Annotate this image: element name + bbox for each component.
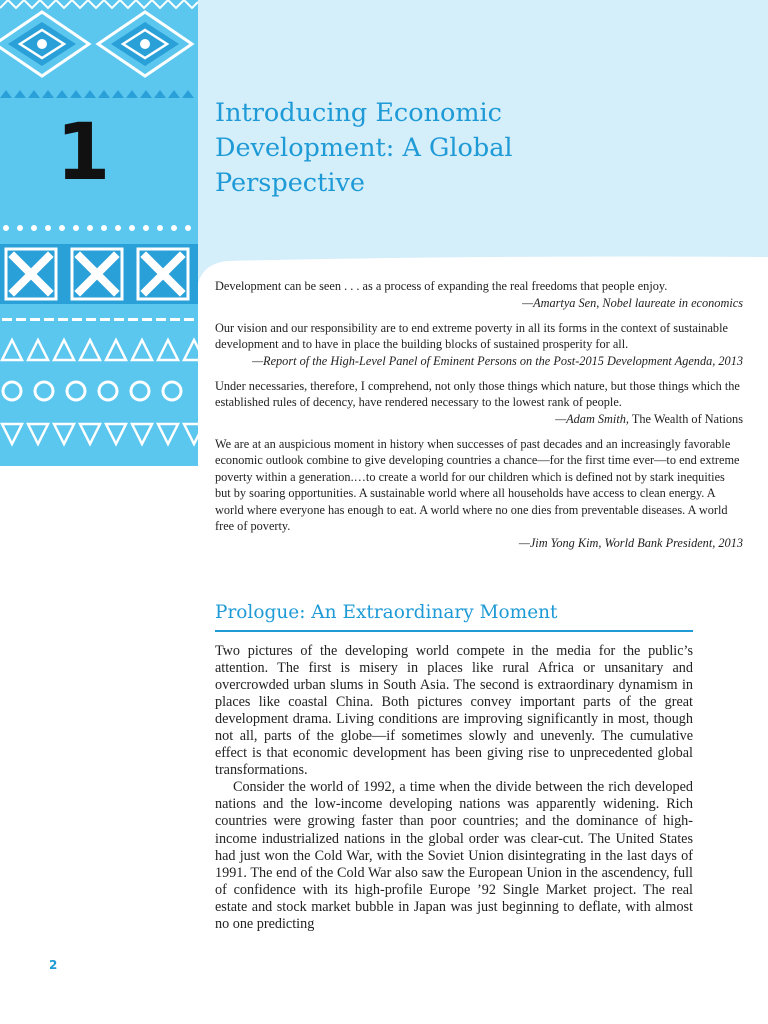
epigraph-text: We are at an auspicious moment in history when successes of past decades and an increasingly favorable economic outlook combine to give developing countries a chance—for the first time ever—to end extreme poverty within a generation.…to create a world for our children which is defined not by stark inequities but by soaring opportunities. A sustainable world where all households have access to clean energy. A world where everyone has enough to eat. A world where no one dies from preventable diseases. A world free of poverty. (215, 436, 740, 533)
epigraph-author: —Amartya Sen, Nobel laureate in economics (522, 295, 743, 310)
epigraph (215, 320, 743, 370)
section-heading: Prologue: An Extraordinary Moment (215, 602, 558, 623)
epigraph-attribution (215, 353, 743, 370)
chapter-title-line: Development: A Global (215, 133, 513, 163)
epigraph (215, 278, 743, 311)
chapter-title-line: Perspective (215, 168, 365, 198)
epigraph-text: Development can be seen . . . as a process of expanding the real freedoms that people enjoy. (215, 279, 668, 293)
section-divider (215, 630, 693, 632)
epigraph (215, 378, 743, 428)
epigraph-work-title: The Wealth of Nations (629, 411, 743, 426)
epigraph-author: —Adam Smith, (555, 411, 629, 426)
body-text (215, 643, 693, 933)
page-number: 2 (49, 958, 58, 972)
body-paragraph: Consider the world of 1992, a time when the divide between the rich developed nations and the low-income developing nations was apparently widening. Rich countries were growing faster than poor countries; and the dominance of high-income industrialized nations in the global order was clear-cut. The United States had just won the Cold War, with the Soviet Union disintegrating in the last days of 1991. The end of the Cold War also saw the European Union in the ascendency, full of confidence with its high-profile Europe ’92 Single Market project. The real estate and stock market bubble in Japan was just beginning to deflate, with almost no one predicting (215, 779, 693, 932)
chapter-title (215, 96, 635, 201)
epigraph-attribution (215, 535, 743, 552)
body-paragraph: Two pictures of the developing world compete in the media for the public’s attention. The first is misery in places like rural Africa or unsanitary and overcrowded urban slums in South Asia. The second is extraordinary dynamism in places like coastal China. Both pictures convey important parts of the great development drama. Living conditions are improving significantly in most, though not all, parts of the globe—if sometimes slowly and unevenly. The cumulative effect is that economic development has been giving rise to unprecedented global transformations. (215, 643, 693, 779)
epigraph-author: —Report of the High-Level Panel of Eminent Persons on the Post-2015 Development Agenda, 2013 (252, 353, 743, 368)
chapter-pattern-sidebar (0, 0, 198, 466)
epigraph (215, 436, 743, 552)
tribal-pattern-icon (0, 0, 198, 466)
chapter-number: 1 (56, 108, 111, 198)
epigraph-text: Our vision and our responsibility are to end extreme poverty in all its forms in the context of sustainable development and to have in place the building blocks of sustained prosperity for all. (215, 320, 728, 351)
epigraph-attribution (215, 411, 743, 428)
epigraph-attribution (215, 295, 743, 312)
epigraph-author: —Jim Yong Kim, World Bank President, 2013 (518, 535, 743, 550)
chapter-title-line: Introducing Economic (215, 98, 502, 128)
epigraph-list (215, 278, 743, 560)
epigraph-text: Under necessaries, therefore, I comprehend, not only those things which nature, but those things which the established rules of decency, have rendered necessary to the lowest rank of people. (215, 378, 740, 409)
